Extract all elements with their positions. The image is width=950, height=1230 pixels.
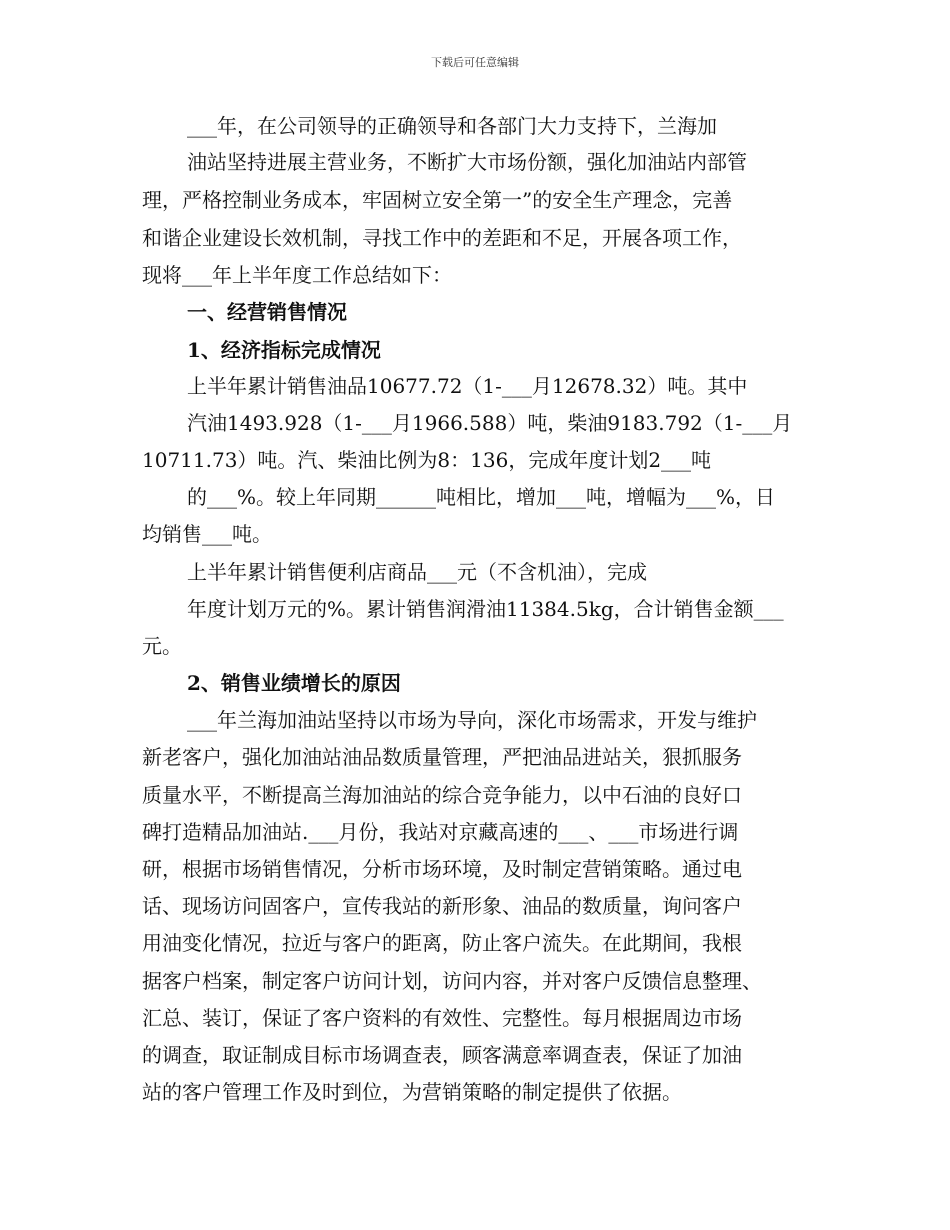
paragraph-line: 均销售___吨。 <box>142 522 272 546</box>
paragraph-line: 汽油1493.928（1-___月1966.588）吨，柴油9183.792（1-___月 <box>187 411 793 435</box>
paragraph-line: 据客户档案，制定客户访问计划，访问内容，并对客户反馈信息整理、 <box>142 969 762 993</box>
subsection-heading: 1、经济指标完成情况 <box>187 338 381 362</box>
paragraph-line: 和谐企业建设长效机制，寻找工作中的差距和不足，开展各项工作， <box>142 226 742 250</box>
paragraph-line: 的调查，取证制成目标市场调查表，顾客满意率调查表，保证了加油 <box>142 1043 742 1067</box>
paragraph-line: 元。 <box>142 634 182 658</box>
paragraph-line: 用油变化情况，拉近与客户的距离，防止客户流失。在此期间，我根 <box>142 931 742 955</box>
section-heading: 一、经营销售情况 <box>187 300 347 324</box>
paragraph-line: 新老客户，强化加油站油品数质量管理，严把油品进站关，狠抓服务 <box>142 745 742 769</box>
paragraph-line: ___年，在公司领导的正确领导和各部门大力支持下，兰海加 <box>187 114 717 138</box>
paragraph-line: 碑打造精品加油站.___月份，我站对京藏高速的___、___市场进行调 <box>142 820 739 844</box>
paragraph-line: 站的客户管理工作及时到位，为营销策略的制定提供了依据。 <box>142 1080 682 1104</box>
paragraph-line: 理，严格控制业务成本，牢固树立安全第一”的安全生产理念，完善 <box>142 188 733 212</box>
paragraph-line: 汇总、装订，保证了客户资料的有效性、完整性。每月根据周边市场 <box>142 1006 742 1030</box>
paragraph-line: 上半年累计销售便利店商品___元（不含机油），完成 <box>187 560 647 584</box>
paragraph-line: 的___%。较上年同期______吨相比，增加___吨，增幅为___%，日 <box>187 485 776 509</box>
paragraph-line: 研，根据市场销售情况，分析市场环境，及时制定营销策略。通过电 <box>142 857 742 881</box>
subsection-heading: 2、销售业绩增长的原因 <box>187 671 401 695</box>
paragraph-line: 现将___年上半年度工作总结如下： <box>142 263 452 287</box>
paragraph-line: 上半年累计销售油品10677.72（1-___月12678.32）吨。其中 <box>187 374 748 398</box>
paragraph-line: 油站坚持进展主营业务，不断扩大市场份额，强化加油站内部管 <box>187 150 747 174</box>
paragraph-line: 质量水平，不断提高兰海加油站的综合竞争能力，以中石油的良好口 <box>142 783 742 807</box>
paragraph-line: 年度计划万元的%。累计销售润滑油11384.5kg，合计销售金额___ <box>187 597 784 621</box>
page-header: 下载后可任意编辑 <box>431 56 519 69</box>
paragraph-line: ___年兰海加油站坚持以市场为导向，深化市场需求，开发与维护 <box>187 708 757 732</box>
paragraph-line: 话、现场访问固客户，宣传我站的新形象、油品的数质量，询问客户 <box>142 894 742 918</box>
paragraph-line: 10711.73）吨。汽、柴油比例为8：136，完成年度计划2___吨 <box>142 448 712 472</box>
